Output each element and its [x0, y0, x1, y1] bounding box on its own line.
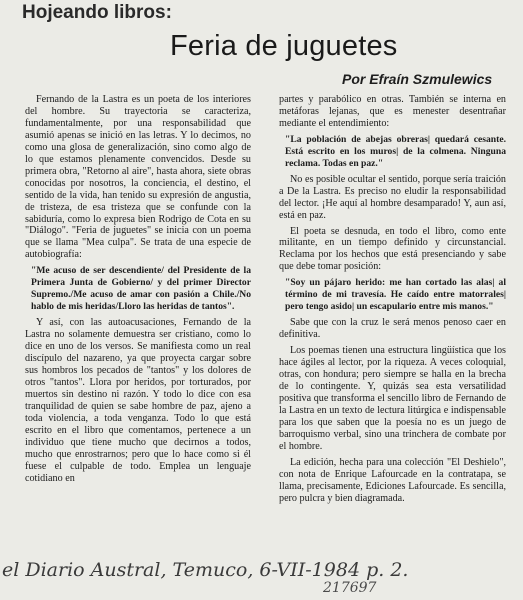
poem-quote: "La población de abejas obreras| quedará cesante. Está escrito en los muros| de la colmena. Ninguna reclama. Todas en paz."	[285, 133, 506, 169]
paragraph: Sabe que con la cruz le será menos penoso caer en definitiva.	[279, 317, 506, 341]
poem-quote: "Soy un pájaro herido: me han cortado las alas| al término de mi travesía. He caído entre matorrales| pero tengo asido| un escapulario entre mis manos."	[285, 277, 506, 313]
section-heading: Hojeando libros:	[22, 2, 172, 23]
handwritten-source-note: el Diario Austral, Temuco, 6-VII-1984 p. 2.	[2, 559, 409, 581]
byline: Por Efraín Szmulewics	[342, 71, 493, 87]
paragraph: partes y parabólico en otras. También se interna en metáforas lejanas, que es menester desentrañar mediante el entendimiento:	[279, 94, 506, 129]
paragraph: Fernando de la Lastra es un poeta de los interiores del hombre. Su trayectoria se caracteriza, fundamentalmente, por una responsabilidad que asumió apenas se inició en las letras. Y lo decimos, no como una glosa de generalización, sino como algo de lo que estamos plenamente convencidos. Desde su primera obra, "Retorno al aire", hasta ahora, siete obras conocidas por nosotros, la conciencia, el destino, el sentido de la vida, han tenido su expresión de angustia, de tristeza, de esa tristeza que se confunde con la sabiduría, como lo expresa bien Rodrigo de Cota en su "Diálogo". "Feria de juguetes" se inicia con un poema que se llama "Mea culpa". Se trata de una especie de autobiografía:	[25, 94, 251, 261]
paragraph: Los poemas tienen una estructura lingüística que los hace ágiles al lector, por la riqueza. A veces coloquial, otras, con hondura; pero siempre se halla en la brecha de lo contingente. Y, quizás sea esta versatilidad positiva que transforma el sencillo libro de Fernando de la Lastra en un texto de lectura litúrgica e indispensable para los que saben que la poesía no es un juego de barroquismo verbal, sino una trinchera de combate por el hombre.	[279, 345, 506, 452]
poem-quote: "Me acuso de ser descendiente/ del Presidente de la Primera Junta de Gobierno/ y del primer Director Supremo./Me acuso de amar con pasión a Chile./No hablo de mis heridas/Lloro las heridas de tantos".	[31, 265, 251, 313]
article-title: Feria de juguetes	[170, 30, 398, 62]
paragraph: La edición, hecha para una colección "El Deshielo", con nota de Enrique Lafourcade en la contratapa, se llama, precisamente, Ediciones Lafourcade. Es sencilla, pero pulcra y bien diagramada.	[279, 456, 506, 504]
handwritten-catalog-number: 217697	[323, 580, 377, 596]
left-column	[25, 94, 251, 489]
paragraph: El poeta se desnuda, en todo el libro, como ente militante, en un tiempo definido y circunstancial. Reclama por los hechos que está presenciando y sabe que debe tomar posición:	[279, 225, 506, 273]
right-column	[279, 94, 506, 509]
paragraph: Y así, con las autoacusaciones, Fernando de la Lastra no solamente demuestra ser cristiano, como lo dice en uno de los versos. Se manifiesta como un real discípulo del nazareno, ya que proyecta cargar sobre sus hombros los pecados de "tantos" y los dolores de otros "tantos". Llora por heridos, por torturados, por muertos sin destino ni razón. Y todo lo dice con esa tranquilidad de quien se sabe hombre de paz, ajeno a toda violencia, a toda venganza. Todo lo que está escrito en el libro que comentamos, pertenece a un individuo que tiene mucho que decirnos a todos, mucho que enrostrarnos; pero que lo hace como si él fuese el culpable de todo. Emplea un lenguaje cotidiano en	[25, 317, 251, 484]
paragraph: No es posible ocultar el sentido, porque sería traición a De la Lastra. Es preciso no eludir la responsabilidad del lector. ¡He aquí al hombre desamparado! Y, aun así, está en paz.	[279, 173, 506, 221]
